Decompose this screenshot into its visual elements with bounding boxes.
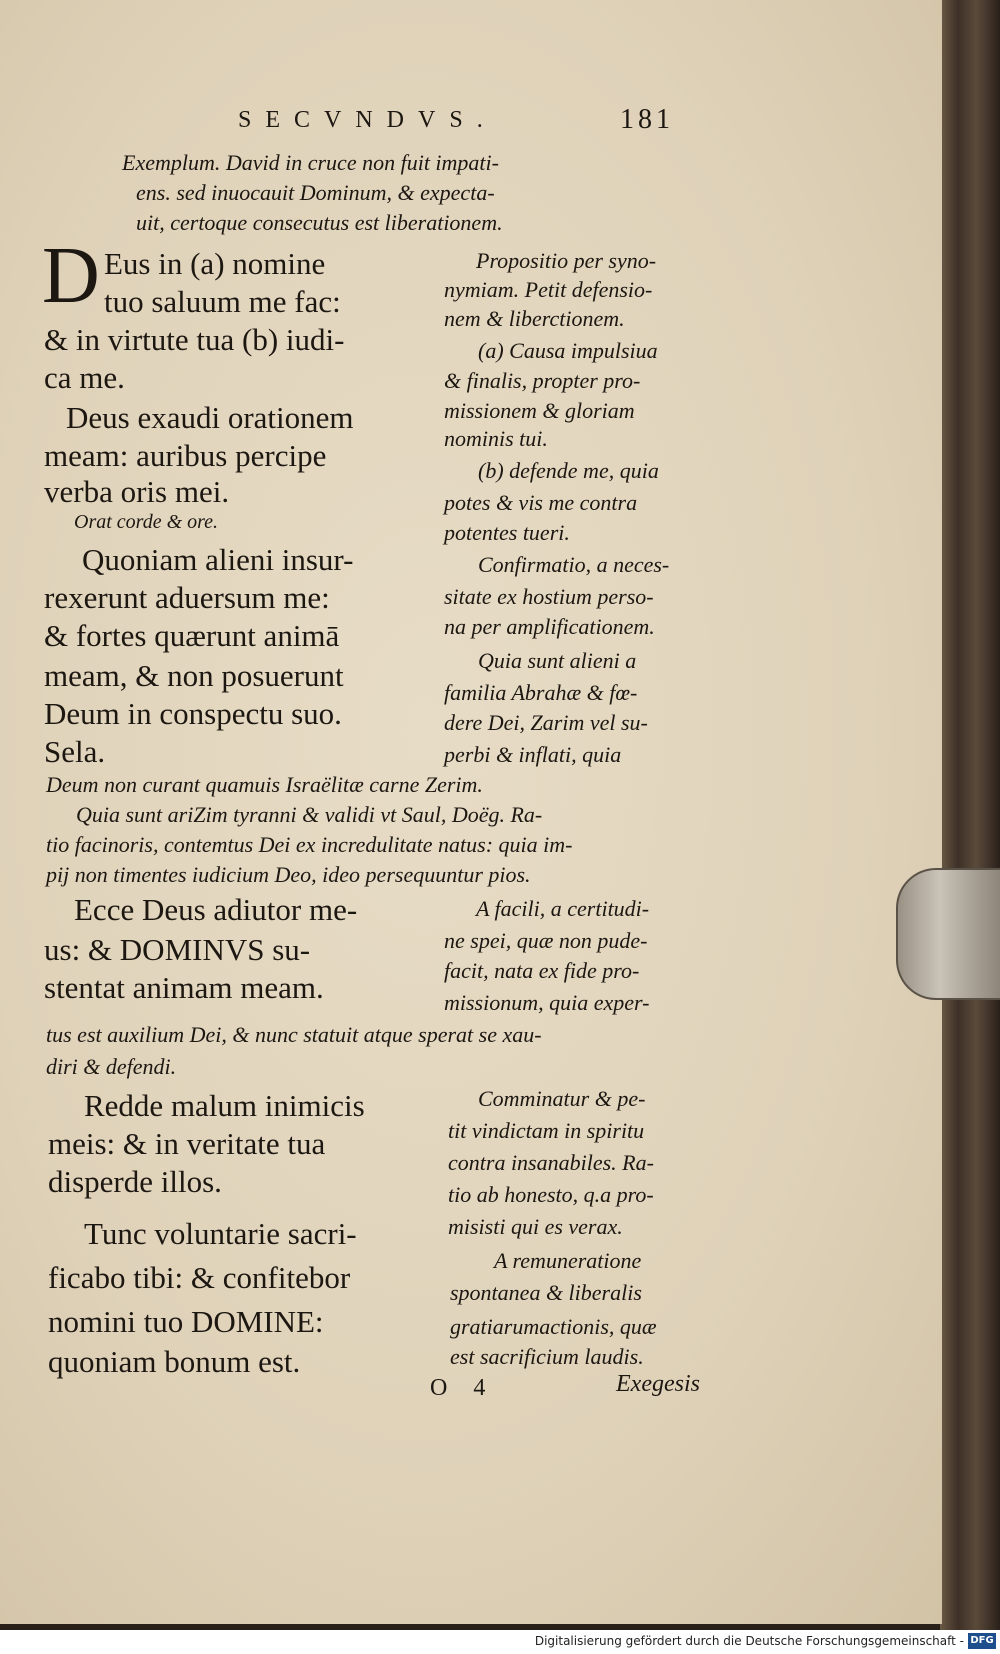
- psalm-line: quoniam bonum est.: [48, 1344, 301, 1379]
- gloss-line: & finalis, propter pro-: [444, 368, 641, 393]
- psalm-line: Eus in (a) nomine: [104, 246, 326, 281]
- psalm-line: meis: & in veritate tua: [48, 1126, 326, 1161]
- psalm-line: Redde malum inimicis: [84, 1088, 365, 1123]
- psalm-line: meam, & non posuerunt: [44, 658, 344, 693]
- gloss-line: potes & vis me contra: [444, 490, 638, 515]
- intro-note-line: ens. sed inuocauit Dominum, & expecta-: [136, 180, 495, 205]
- footer-bar: [0, 1630, 1000, 1654]
- catchword: Exegesis: [616, 1371, 700, 1397]
- signature-mark: O 4: [430, 1375, 496, 1401]
- gloss-line: tit vindictam in spiritu: [448, 1118, 645, 1143]
- intro-note-line: uit, certoque consecutus est liberationem.: [136, 210, 503, 235]
- psalm-line: nomini tuo DOMINE:: [48, 1304, 324, 1339]
- wide-note-line: Quia sunt ariZim tyranni & validi vt Saul, Doëg. Ra-: [76, 802, 543, 827]
- psalm-line: meam: auribus percipe: [44, 438, 327, 473]
- psalm-line: verba oris mei.: [44, 474, 230, 509]
- psalm-line: & fortes quærunt animā: [44, 618, 340, 653]
- psalm-line: stentat animam meam.: [44, 970, 324, 1005]
- gloss-line: spontanea & liberalis: [450, 1280, 642, 1305]
- wide-note-line: tio facinoris, contemtus Dei ex incredulitate natus: quia im-: [46, 832, 573, 857]
- psalm-line: Deus exaudi orationem: [66, 400, 354, 435]
- intro-note-line: Exemplum. David in cruce non fuit impati-: [122, 150, 499, 175]
- gloss-line: Comminatur & pe-: [478, 1086, 646, 1111]
- gloss-line: misisti qui es verax.: [448, 1214, 623, 1239]
- gloss-line: sitate ex hostium perso-: [444, 584, 654, 609]
- gloss-line: Confirmatio, a neces-: [478, 552, 670, 577]
- gloss-line: est sacrificium laudis.: [450, 1344, 644, 1369]
- gloss-line: missionem & gloriam: [444, 398, 635, 423]
- psalm-line: Tunc voluntarie sacri-: [84, 1216, 357, 1251]
- gloss-line: ne spei, quæ non pude-: [444, 928, 648, 953]
- wide-note-line: tus est auxilium Dei, & nunc statuit atque sperat se xau-: [46, 1022, 542, 1047]
- gloss-line: Propositio per syno-: [476, 248, 657, 273]
- book-clasp: [896, 868, 1000, 1000]
- funding-credit: Digitalisierung gefördert durch die Deutsche Forschungsgemeinschaft -: [534, 1634, 964, 1648]
- gloss-line: na per amplificationem.: [444, 614, 655, 639]
- dfg-logo: DFG: [968, 1633, 996, 1649]
- psalm-line: disperde illos.: [48, 1164, 222, 1199]
- gloss-line: dere Dei, Zarim vel su-: [444, 710, 648, 735]
- gloss-line: A remuneratione: [494, 1248, 642, 1273]
- gloss-line: (a) Causa impulsiua: [478, 338, 658, 363]
- gloss-line: missionum, quia exper-: [444, 990, 650, 1015]
- psalm-note: Orat corde & ore.: [74, 511, 219, 533]
- psalm-line: tuo saluum me fac:: [104, 284, 341, 319]
- gloss-line: contra insanabiles. Ra-: [448, 1150, 654, 1175]
- page-number: 181: [620, 104, 674, 135]
- gloss-line: (b) defende me, quia: [478, 458, 659, 483]
- psalm-line: ca me.: [44, 360, 125, 395]
- psalm-line: ficabo tibi: & confitebor: [48, 1260, 351, 1295]
- wide-note-line: pij non timentes iudicium Deo, ideo persequuntur pios.: [46, 862, 531, 887]
- psalm-line: us: & DOMINVS su-: [44, 932, 311, 967]
- book-fore-edge: [940, 0, 1000, 1630]
- wide-note-line: diri & defendi.: [46, 1054, 177, 1079]
- psalm-line: & in virtute tua (b) iudi-: [44, 322, 345, 357]
- psalm-line: Deum in conspectu suo.: [44, 696, 342, 731]
- gloss-line: perbi & inflati, quia: [444, 742, 622, 767]
- gloss-line: nominis tui.: [444, 426, 548, 451]
- psalm-line: rexerunt aduersum me:: [44, 580, 330, 615]
- psalm-line: Sela.: [44, 734, 106, 769]
- psalm-line: Quoniam alieni insur-: [82, 542, 354, 577]
- gloss-line: Quia sunt alieni a: [478, 648, 637, 673]
- gloss-line: tio ab honesto, q.a pro-: [448, 1182, 654, 1207]
- gloss-line: A facili, a certitudi-: [476, 896, 650, 921]
- drop-cap: D: [42, 232, 100, 320]
- gloss-line: facit, nata ex fide pro-: [444, 958, 640, 983]
- gloss-line: familia Abrahæ & fœ-: [444, 680, 638, 705]
- gloss-line: potentes tueri.: [444, 520, 570, 545]
- wide-note-line: Deum non curant quamuis Israëlitæ carne Zerim.: [46, 772, 483, 797]
- running-title: SECVNDVS.: [238, 107, 497, 133]
- psalm-line: Ecce Deus adiutor me-: [74, 892, 358, 927]
- gloss-line: gratiarumactionis, quæ: [450, 1314, 657, 1339]
- gloss-line: nem & liberctionem.: [444, 306, 625, 331]
- gloss-line: nymiam. Petit defensio-: [444, 277, 653, 302]
